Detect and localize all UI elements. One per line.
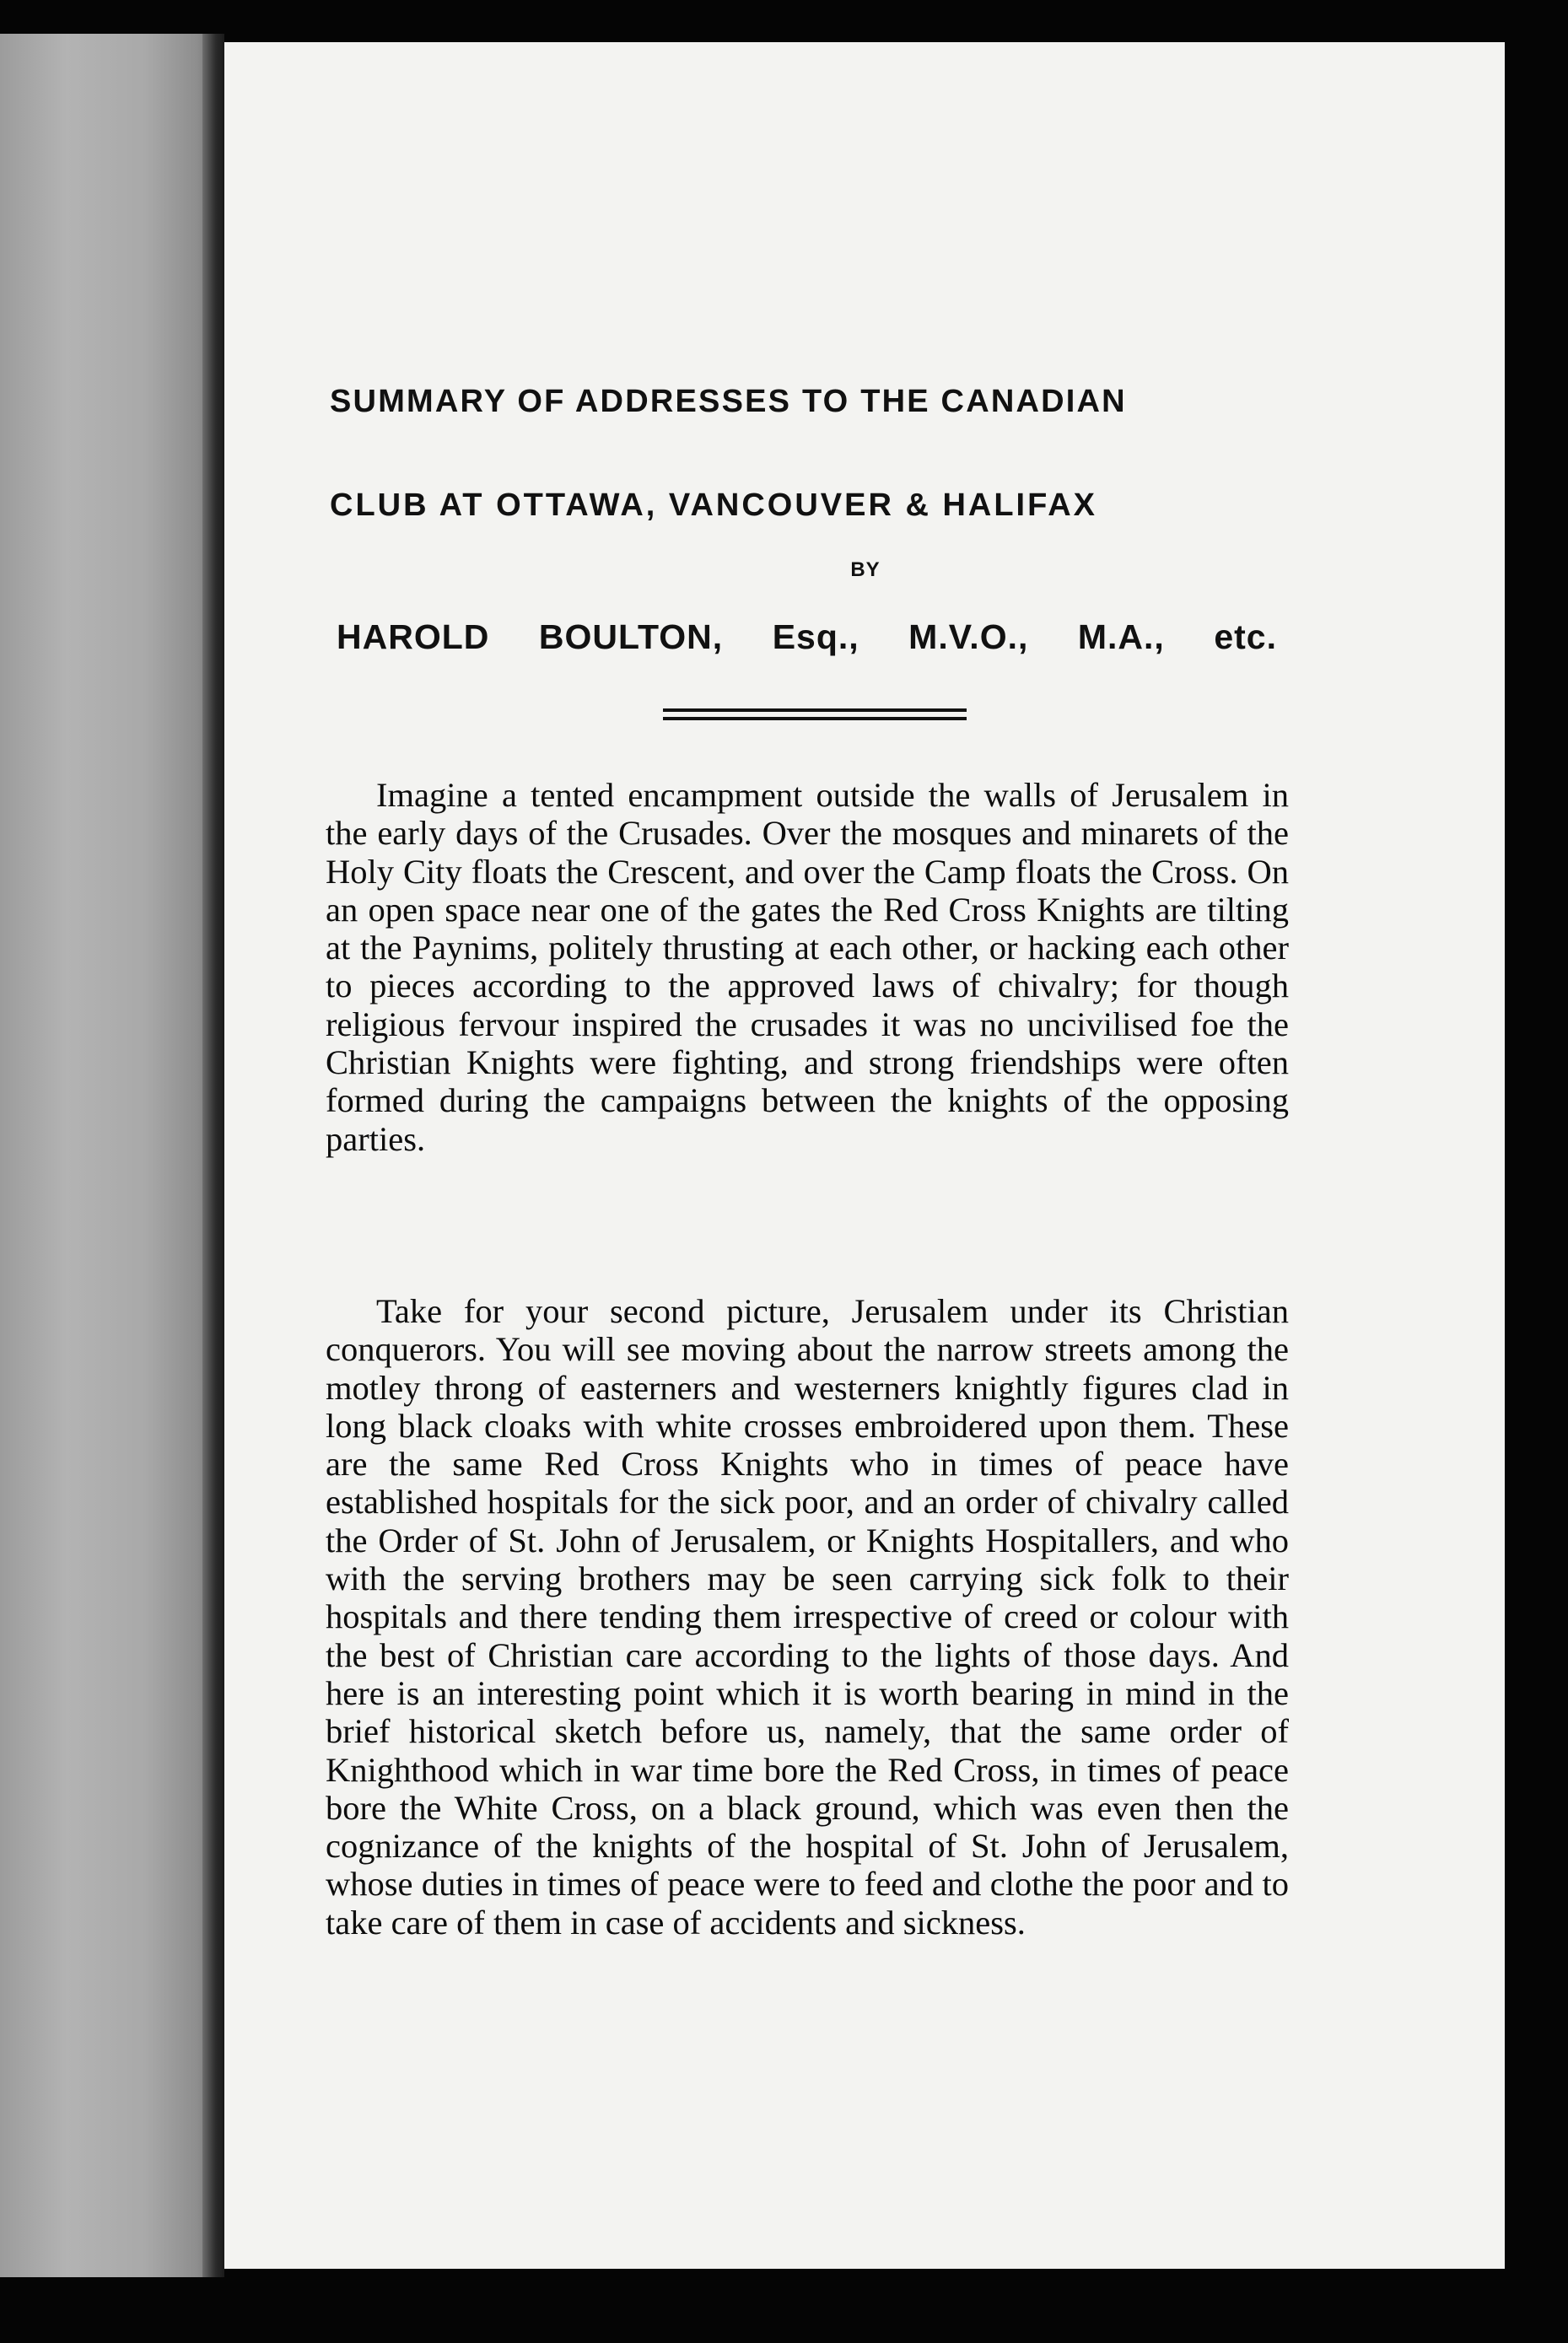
title-line-2: CLUB AT OTTAWA, VANCOUVER & HALIFAX <box>330 487 1098 523</box>
divider-rule-bottom <box>663 717 967 720</box>
document-page <box>224 42 1505 2269</box>
author-word: HAROLD <box>337 617 490 656</box>
author-word: M.V.O., <box>908 617 1029 656</box>
body-paragraph-1: Imagine a tented encampment outside the walls of Jerusalem in the early days of the Crusades. Over the mosques and minarets of the Holy City floats the Crescent, and over the Camp floats the Cross. On an open space near one of the gates the Red Cross Knights are tilting at the Paynims, politely thrusting at each other, or hacking each other to pieces according to the approved laws of chivalry; for though religious fervour inspired the crusades it was no uncivilised foe the Christian Knights were fighting, and strong friendships were often formed during the campaigns between the knights of the opposing parties. <box>326 776 1289 1158</box>
author-word: M.A., <box>1077 617 1165 656</box>
book-binding-strip <box>0 34 224 2277</box>
body-paragraph-2: Take for your second picture, Jerusalem under its Christian conquerors. You will see moving about the narrow streets among the motley throng of easterners and westerners knightly figures clad in long black cloaks with white crosses embroidered upon them. These are the same Red Cross Knights who in times of peace have established hospitals for the sick poor, and an order of chivalry called the Order of St. John of Jerusalem, or Knights Hospitallers, and who with the serving brothers may be seen carrying sick folk to their hospitals and there tending them irrespective of creed or colour with the best of Christian care according to the lights of those days. And here is an interesting point which it is worth bearing in mind in the brief historical sketch before us, namely, that the same order of Knighthood which in war time bore the Red Cross, in times of peace bore the White Cross, on a black ground, which was even then the cognizance of the knights of the hospital of St. John of Jerusalem, whose duties in times of peace were to feed and clothe the poor and to take care of them in case of accidents and sickness. <box>326 1292 1289 1942</box>
binding-shadow-edge <box>202 34 224 2277</box>
title-by: BY <box>850 558 881 581</box>
double-rule-divider <box>663 708 967 720</box>
author-word: etc. <box>1214 617 1277 656</box>
author-line <box>337 617 1277 657</box>
divider-rule-top <box>663 708 967 712</box>
author-word: Esq., <box>772 617 859 656</box>
author-word: BOULTON, <box>538 617 724 656</box>
title-line-1: SUMMARY OF ADDRESSES TO THE CANADIAN <box>330 384 1127 419</box>
